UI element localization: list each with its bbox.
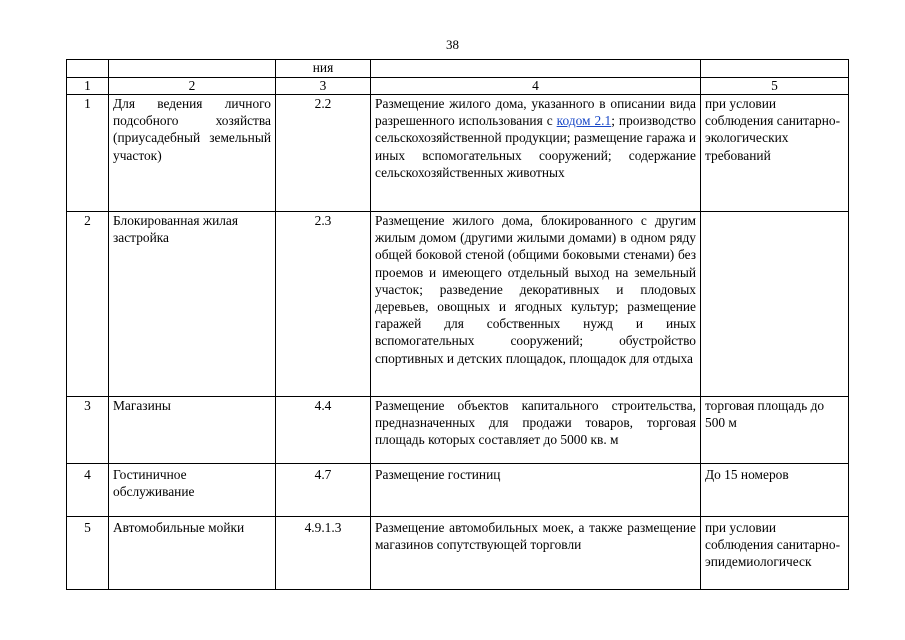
header-cell: ния: [276, 60, 371, 78]
use-type-name: Для ведения личного подсобного хозяйства (приусадебный земельный участок): [109, 95, 276, 212]
column-number: 2: [109, 78, 276, 95]
row-number: 4: [67, 464, 109, 517]
table-row: [67, 95, 849, 212]
table-row: [67, 464, 849, 517]
use-description: Размещение автомобильных моек, а также размещение магазинов сопутствующей торговли: [371, 517, 701, 590]
column-number: 3: [276, 78, 371, 95]
column-number: 4: [371, 78, 701, 95]
column-number: 1: [67, 78, 109, 95]
row-number: 2: [67, 212, 109, 397]
use-code: 4.7: [276, 464, 371, 517]
row-number: 3: [67, 397, 109, 464]
code-reference-link[interactable]: кодом 2.1: [556, 113, 612, 129]
use-conditions: при условии соблюдения санитарно-эпидемиологическ: [701, 517, 849, 590]
use-code: 4.4: [276, 397, 371, 464]
use-type-name: Автомобильные мойки: [109, 517, 276, 590]
page-number: 38: [446, 37, 459, 52]
use-conditions: при условии соблюдения санитарно-экологических требований: [701, 95, 849, 212]
description-text: Размещение жилого дома, указанного в описании вида разрешенного использования с: [375, 96, 696, 129]
row-number: 1: [67, 95, 109, 212]
use-conditions: [701, 212, 849, 397]
table-row: [67, 397, 849, 464]
header-cell: [67, 60, 109, 78]
use-code: 2.2: [276, 95, 371, 212]
zoning-table: [66, 59, 849, 590]
use-code: 2.3: [276, 212, 371, 397]
use-description: Размещение гостиниц: [371, 464, 701, 517]
use-type-name: Блокированная жилая застройка: [109, 212, 276, 397]
description-text: ; производство сельскохозяйственной продукции; размещение гаража и иных вспомогательных сооружений; содержание сельскохозяйственных животных: [375, 113, 696, 180]
header-cell: [109, 60, 276, 78]
column-number-row: [67, 78, 849, 95]
table-header-carryover-row: [67, 60, 849, 78]
use-code: 4.9.1.3: [276, 517, 371, 590]
use-description: Размещение жилого дома, блокированного с другим жилым домом (другими жилыми домами) в одном ряду общей боковой стеной (общими боковыми стенами) без проемов и имеющего отдельный выход на земельный участок; разведение декоративных и плодовых деревьев, овощных и ягодных культур; размещение гаражей для собственных нужд и иных вспомогательных сооружений; обустройство спортивных и детских площадок, площадок для отдыха: [371, 212, 701, 397]
use-type-name: Гостиничное обслуживание: [109, 464, 276, 517]
use-conditions: До 15 номеров: [701, 464, 849, 517]
table-row: [67, 212, 849, 397]
column-number: 5: [701, 78, 849, 95]
header-cell: [371, 60, 701, 78]
row-number: 5: [67, 517, 109, 590]
use-description: [371, 95, 701, 212]
header-cell: [701, 60, 849, 78]
use-conditions: торговая площадь до 500 м: [701, 397, 849, 464]
use-description: Размещение объектов капитального строительства, предназначенных для продажи товаров, торговая площадь которых составляет до 5000 кв. м: [371, 397, 701, 464]
table-row: [67, 517, 849, 590]
use-type-name: Магазины: [109, 397, 276, 464]
